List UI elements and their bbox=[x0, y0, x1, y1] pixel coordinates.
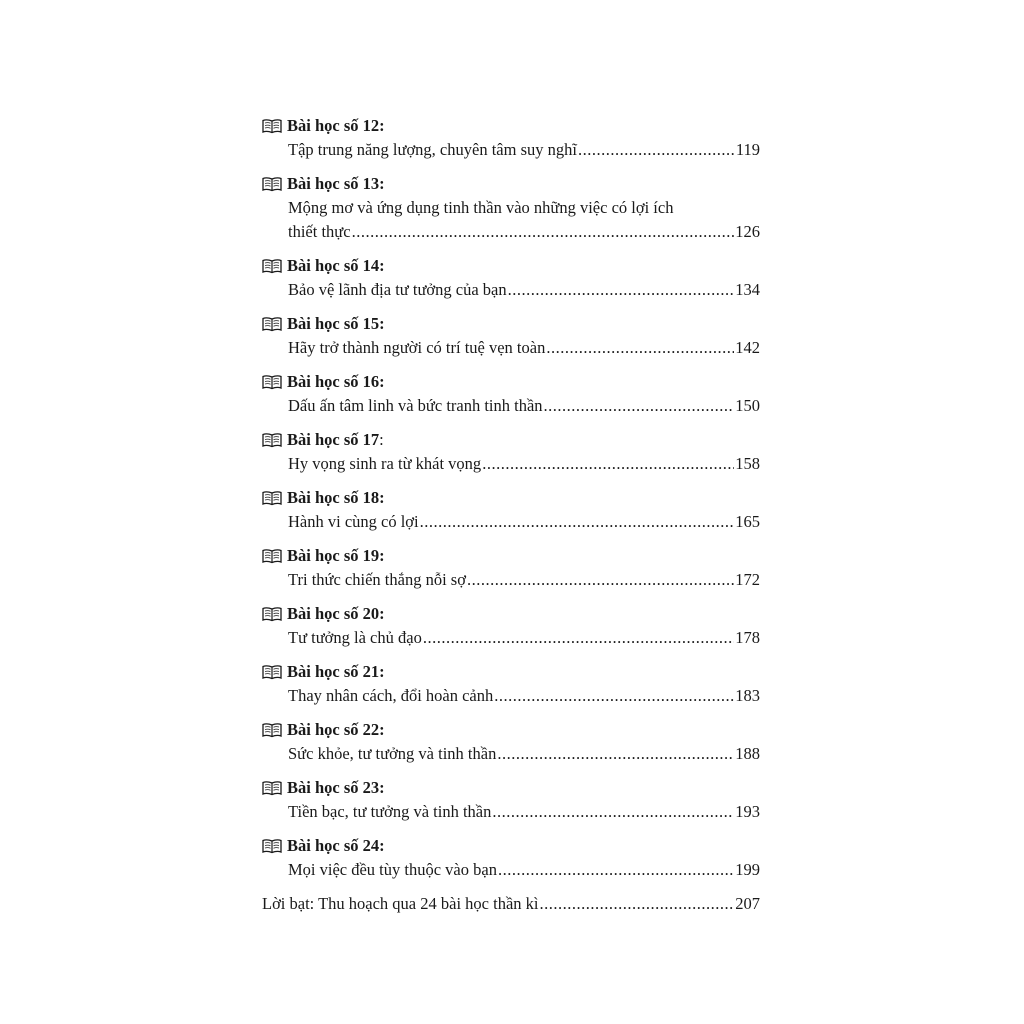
lesson-title-line bbox=[262, 684, 760, 708]
lesson-title-line bbox=[262, 394, 760, 418]
page-number: 183 bbox=[735, 686, 760, 705]
lesson-label: Bài học số 21 bbox=[287, 662, 380, 681]
lesson-label: Bài học số 20 bbox=[287, 604, 380, 623]
lesson-title: Tiền bạc, tư tưởng và tinh thần bbox=[288, 802, 492, 821]
dot-leader bbox=[578, 138, 735, 162]
lesson-title-line bbox=[262, 742, 760, 766]
lesson-title: Mộng mơ và ứng dụng tinh thần vào những việc có lợi ích bbox=[288, 198, 674, 217]
lesson-colon: : bbox=[379, 778, 385, 797]
lesson-heading bbox=[262, 660, 760, 684]
lesson-heading bbox=[262, 602, 760, 626]
lesson-colon: : bbox=[379, 116, 385, 135]
lesson-heading bbox=[262, 544, 760, 568]
dot-leader bbox=[544, 394, 735, 418]
open-book-icon bbox=[262, 258, 282, 274]
open-book-icon bbox=[262, 316, 282, 332]
lesson-title: Dấu ấn tâm linh và bức tranh tinh thần bbox=[288, 396, 543, 415]
lesson-label: Bài học số 14 bbox=[287, 256, 380, 275]
lesson-heading bbox=[262, 312, 760, 336]
toc-entry bbox=[262, 602, 760, 650]
lesson-colon: : bbox=[379, 430, 384, 449]
lesson-heading bbox=[262, 428, 760, 452]
table-of-contents bbox=[262, 114, 760, 916]
lesson-heading bbox=[262, 370, 760, 394]
lesson-heading bbox=[262, 254, 760, 278]
afterword-entry bbox=[262, 892, 760, 916]
lesson-title-line bbox=[262, 510, 760, 534]
lesson-label: Bài học số 23 bbox=[287, 778, 380, 797]
page-number: 207 bbox=[735, 894, 760, 913]
lesson-title-line bbox=[262, 800, 760, 824]
lesson-colon: : bbox=[379, 256, 385, 275]
dot-leader bbox=[497, 742, 734, 766]
open-book-icon bbox=[262, 548, 282, 564]
open-book-icon bbox=[262, 606, 282, 622]
lesson-heading bbox=[262, 114, 760, 138]
lesson-title-line bbox=[262, 220, 760, 244]
page-number: 193 bbox=[735, 802, 760, 821]
lesson-heading bbox=[262, 172, 760, 196]
dot-leader bbox=[467, 568, 734, 592]
open-book-icon bbox=[262, 722, 282, 738]
lesson-colon: : bbox=[379, 720, 385, 739]
lesson-title-line bbox=[262, 858, 760, 882]
lesson-label: Bài học số 22 bbox=[287, 720, 380, 739]
lesson-title: Hãy trở thành người có trí tuệ vẹn toàn bbox=[288, 338, 546, 357]
dot-leader bbox=[539, 892, 734, 916]
lesson-title-line bbox=[262, 278, 760, 302]
open-book-icon bbox=[262, 490, 282, 506]
lesson-label: Bài học số 15 bbox=[287, 314, 380, 333]
lesson-title: Hy vọng sinh ra từ khát vọng bbox=[288, 454, 482, 473]
lesson-title: Hành vi cùng có lợi bbox=[288, 512, 419, 531]
page-number: 158 bbox=[735, 454, 760, 473]
lesson-title: Sức khỏe, tư tưởng và tinh thần bbox=[288, 744, 497, 763]
lesson-heading bbox=[262, 834, 760, 858]
open-book-icon bbox=[262, 118, 282, 134]
lesson-colon: : bbox=[379, 174, 385, 193]
lesson-title: Bảo vệ lãnh địa tư tưởng của bạn bbox=[288, 280, 507, 299]
lesson-label: Bài học số 19 bbox=[287, 546, 380, 565]
lesson-title: Tập trung năng lượng, chuyên tâm suy nghĩ bbox=[288, 140, 577, 159]
page-number: 119 bbox=[735, 140, 760, 159]
lesson-colon: : bbox=[379, 836, 385, 855]
open-book-icon bbox=[262, 838, 282, 854]
dot-leader bbox=[546, 336, 734, 360]
toc-entry bbox=[262, 776, 760, 824]
lesson-title-line bbox=[262, 568, 760, 592]
lesson-label: Bài học số 13 bbox=[287, 174, 380, 193]
lesson-title: thiết thực bbox=[288, 222, 351, 241]
toc-entry bbox=[262, 114, 760, 162]
page-number: 142 bbox=[735, 338, 760, 357]
toc-entry bbox=[262, 312, 760, 360]
lesson-colon: : bbox=[379, 546, 385, 565]
lesson-title-line bbox=[262, 196, 760, 220]
lesson-title-line bbox=[262, 138, 760, 162]
open-book-icon bbox=[262, 780, 282, 796]
lesson-heading bbox=[262, 486, 760, 510]
dot-leader bbox=[494, 684, 734, 708]
open-book-icon bbox=[262, 374, 282, 390]
open-book-icon bbox=[262, 176, 282, 192]
page-number: 199 bbox=[735, 860, 760, 879]
page-number: 178 bbox=[735, 628, 760, 647]
lesson-label: Bài học số 12 bbox=[287, 116, 380, 135]
lesson-title-line bbox=[262, 626, 760, 650]
dot-leader bbox=[423, 626, 734, 650]
toc-entry bbox=[262, 428, 760, 476]
lesson-colon: : bbox=[379, 314, 385, 333]
dot-leader bbox=[508, 278, 735, 302]
lesson-title: Tri thức chiến thắng nỗi sợ bbox=[288, 570, 466, 589]
page-number: 150 bbox=[735, 396, 760, 415]
lesson-title-line bbox=[262, 452, 760, 476]
dot-leader bbox=[498, 858, 734, 882]
lesson-colon: : bbox=[379, 604, 385, 623]
lesson-colon: : bbox=[379, 372, 385, 391]
lesson-title: Thay nhân cách, đổi hoàn cảnh bbox=[288, 686, 494, 705]
dot-leader bbox=[352, 220, 735, 244]
dot-leader bbox=[492, 800, 734, 824]
lesson-label: Bài học số 24 bbox=[287, 836, 380, 855]
toc-entry bbox=[262, 660, 760, 708]
page-number: 172 bbox=[735, 570, 760, 589]
lesson-title: Tư tưởng là chủ đạo bbox=[288, 628, 422, 647]
toc-entry bbox=[262, 370, 760, 418]
lesson-title-line bbox=[262, 336, 760, 360]
toc-entry bbox=[262, 544, 760, 592]
open-book-icon bbox=[262, 664, 282, 680]
page-number: 188 bbox=[735, 744, 760, 763]
toc-entry bbox=[262, 486, 760, 534]
lesson-colon: : bbox=[379, 662, 385, 681]
dot-leader bbox=[482, 452, 734, 476]
toc-entry bbox=[262, 172, 760, 244]
lesson-heading bbox=[262, 718, 760, 742]
open-book-icon bbox=[262, 432, 282, 448]
toc-entry bbox=[262, 254, 760, 302]
toc-entry bbox=[262, 718, 760, 766]
toc-entry bbox=[262, 834, 760, 882]
afterword-title: Lời bạt: Thu hoạch qua 24 bài học thần kì bbox=[262, 894, 539, 913]
lesson-label: Bài học số 18 bbox=[287, 488, 380, 507]
page-number: 126 bbox=[735, 222, 760, 241]
dot-leader bbox=[420, 510, 735, 534]
lesson-heading bbox=[262, 776, 760, 800]
lesson-title: Mọi việc đều tùy thuộc vào bạn bbox=[288, 860, 497, 879]
lesson-label: Bài học số 16 bbox=[287, 372, 380, 391]
lesson-label: Bài học số 17 bbox=[287, 430, 380, 449]
page-number: 134 bbox=[735, 280, 760, 299]
page-number: 165 bbox=[735, 512, 760, 531]
lesson-colon: : bbox=[379, 488, 385, 507]
